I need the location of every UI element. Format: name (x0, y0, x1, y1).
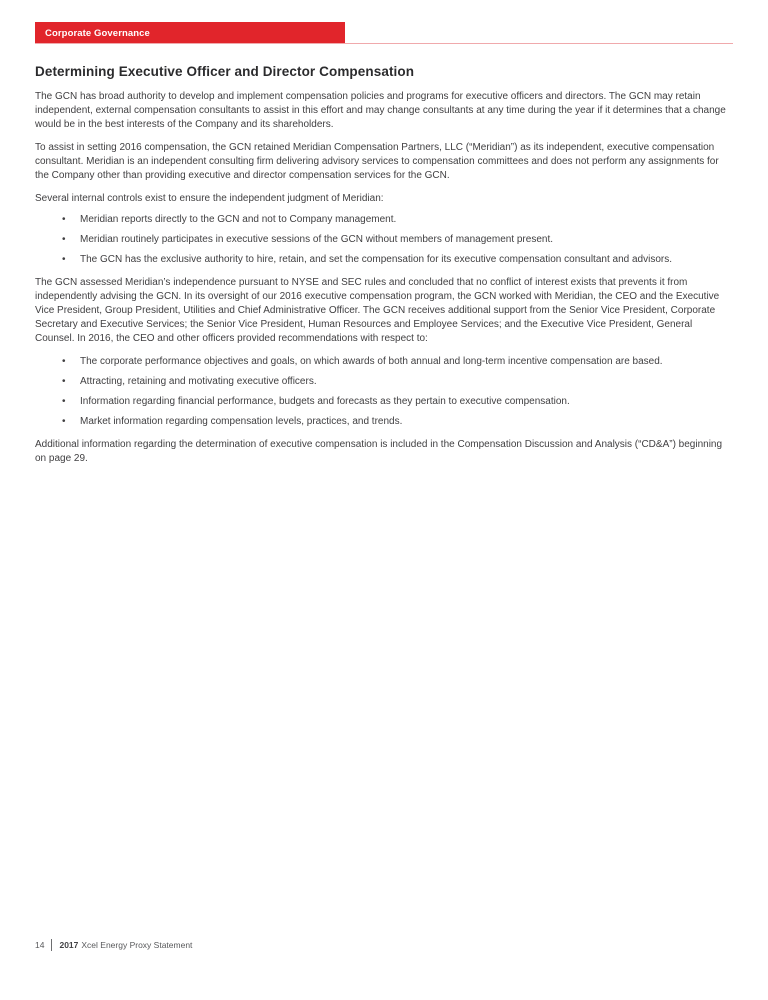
page-content (35, 64, 733, 475)
header-rule (35, 43, 733, 44)
paragraph-independence-assessment: The GCN assessed Meridian’s independence pursuant to NYSE and SEC rules and concluded that no conflict of interest exists that prevents it from independently advising the GCN. In its oversight of our 2016 executive compensation program, the GCN worked with Meridian, the CEO and the Executive Vice President, Group President, Utilities and Chief Administrative Officer. The GCN receives additional support from the Senior Vice President, Corporate Secretary and Executive Services; the Senior Vice President, Human Resources and Employee Services; and the Executive Vice President, General Counsel. In 2016, the CEO and other officers provided recommendations with respect to: (35, 277, 720, 344)
list-item: • The GCN has the exclusive authority to hire, retain, and set the compensation for its executive compensation consultant and advisors. (80, 253, 733, 267)
section-banner-label: Corporate Governance (45, 27, 150, 39)
list-item: • Meridian reports directly to the GCN and not to Company management. (80, 213, 733, 227)
paragraph-internal-controls-intro: Several internal controls exist to ensure the independent judgment of Meridian: (35, 193, 384, 204)
paragraph-additional-info: Additional information regarding the determination of executive compensation is included in the Compensation Discussion and Analysis (“CD&A”) beginning on page 29. (35, 439, 723, 464)
bullet-list-internal-controls (35, 213, 733, 267)
bullet-list-recommendations (35, 355, 733, 429)
footer-year: 2017 (59, 940, 79, 950)
section-banner (35, 22, 345, 44)
list-item: • Meridian routinely participates in executive sessions of the GCN without members of management present. (80, 233, 733, 247)
footer-doc-title: Xcel Energy Proxy Statement (81, 940, 193, 950)
footer-divider (51, 939, 52, 951)
page-number: 14 (35, 940, 45, 950)
list-item: • Attracting, retaining and motivating executive officers. (80, 375, 733, 389)
paragraph-gcn-authority: The GCN has broad authority to develop and implement compensation policies and programs for executive officers and directors. The GCN may retain independent, external compensation consultants to assist in this effort and may change consultants at any time during the year if it determines that a change would be in the best interests of the Company and its shareholders. (35, 91, 726, 130)
list-item: • Information regarding financial performance, budgets and forecasts as they pertain to executive compensation. (80, 395, 733, 409)
page-footer (35, 939, 192, 951)
paragraph-meridian-retained: To assist in setting 2016 compensation, the GCN retained Meridian Compensation Partners, LLC (“Meridian”) as its independent, executive compensation consultant. Meridian is an independent consulting firm delivering advisory services to compensation committees and does not perform any assignments for the Company other than providing executive and director compensation services for the GCN. (35, 142, 719, 181)
list-item: • The corporate performance objectives and goals, on which awards of both annual and long-term incentive compensation are based. (80, 355, 733, 369)
page-title: Determining Executive Officer and Director Compensation (35, 64, 415, 79)
list-item: • Market information regarding compensation levels, practices, and trends. (80, 415, 733, 429)
